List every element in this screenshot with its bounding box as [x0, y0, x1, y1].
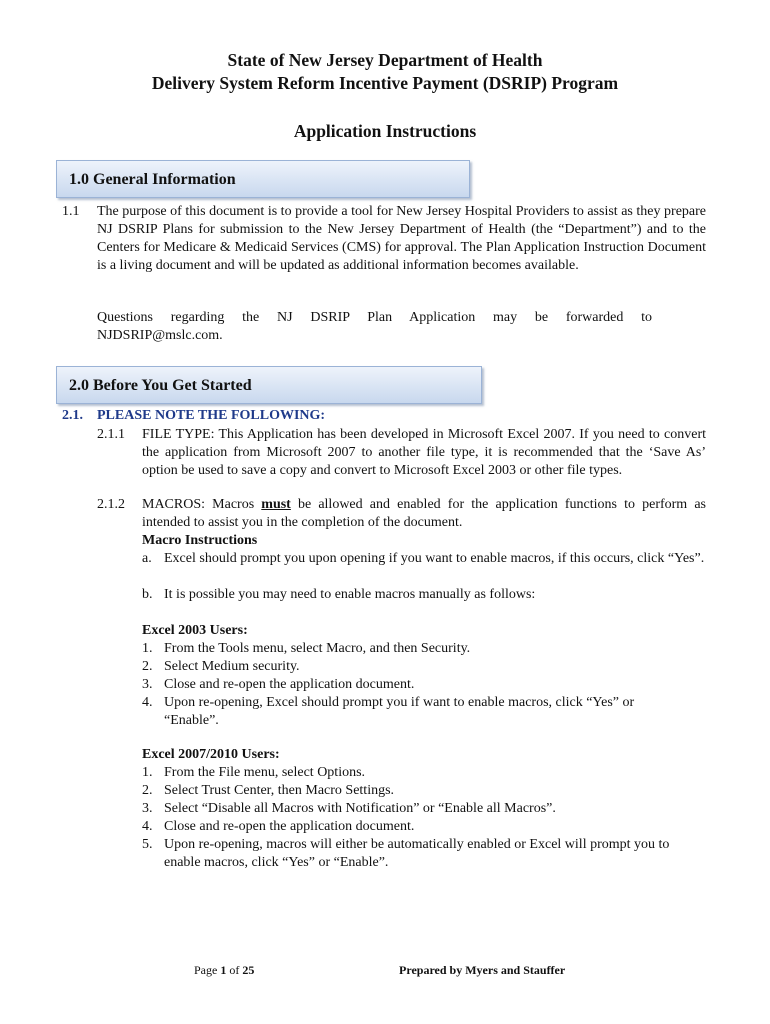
document-subtitle: Application Instructions	[293, 121, 477, 141]
document-title-line2: Delivery System Reform Incentive Payment (DSRIP) Program	[151, 73, 619, 93]
questions-line	[97, 309, 652, 327]
page-total: 25	[242, 963, 255, 977]
section-2-header: 2.0 Before You Get Started	[56, 366, 482, 404]
step-text: From the Tools menu, select Macro, and then Security.	[164, 641, 471, 656]
excel-2003-heading: Excel 2003 Users:	[142, 623, 248, 638]
macro-step-b-label: b.	[142, 587, 153, 602]
note-number: 2.1.	[62, 408, 83, 423]
item-2-1-2-text	[142, 496, 706, 532]
must-emphasis: must	[261, 497, 291, 512]
note-heading: PLEASE NOTE THE FOLLOWING:	[97, 408, 326, 423]
step-number: 5.	[142, 837, 153, 852]
step-number: 2.	[142, 783, 153, 798]
step-number: 1.	[142, 641, 153, 656]
step-number: 3.	[142, 801, 153, 816]
macro-step-b-text: It is possible you may need to enable macros manually as follows:	[164, 587, 536, 602]
step-text: Select Trust Center, then Macro Settings.	[164, 783, 395, 798]
questions-text: Questions regarding the NJ DSRIP Plan Application may be forwarded to	[97, 310, 652, 325]
step-number: 4.	[142, 695, 153, 710]
page-number	[194, 963, 254, 978]
section-1-header: 1.0 General Information	[56, 160, 470, 198]
step-text: From the File menu, select Options.	[164, 765, 366, 780]
document-title-line1: State of New Jersey Department of Health	[227, 50, 543, 70]
macro-step-a-label: a.	[142, 551, 152, 566]
page-prefix: Page	[194, 963, 221, 977]
macro-step-a-text: Excel should prompt you upon opening if you want to enable macros, if this occurs, click “Yes”.	[164, 551, 705, 566]
step-number: 1.	[142, 765, 153, 780]
item-2-1-2-number: 2.1.2	[97, 497, 125, 512]
item-2-1-1-text: FILE TYPE: This Application has been developed in Microsoft Excel 2007. If you need to convert the application from Microsoft 2007 to another file type, it is recommended that the ‘Save As’ option be used to save a copy and convert to Microsoft Excel 2003 or other file types.	[142, 427, 706, 478]
step-text: Select Medium security.	[164, 659, 300, 674]
item-2-1-1-number: 2.1.1	[97, 427, 125, 442]
page-of: of	[226, 963, 243, 977]
item-2-1-2-prefix: MACROS: Macros	[142, 497, 262, 512]
step-text: Upon re-opening, macros will either be automatically enabled or Excel will prompt you to enable macros, click “Yes” or “Enable”.	[164, 837, 670, 870]
page-current: 1	[220, 963, 227, 977]
prepared-by: Prepared by Myers and Stauffer	[399, 963, 566, 977]
excel-2007-heading: Excel 2007/2010 Users:	[142, 747, 280, 762]
step-number: 3.	[142, 677, 153, 692]
item-1-1-number: 1.1	[62, 204, 80, 219]
item-2-1-2-suffix: be allowed and enabled for the application functions to perform as intended to assist you in the completion of the document.	[142, 497, 706, 530]
step-text: Close and re-open the application document.	[164, 677, 415, 692]
step-text: Close and re-open the application document.	[164, 819, 415, 834]
macro-instructions-heading: Macro Instructions	[142, 533, 258, 548]
step-number: 4.	[142, 819, 153, 834]
step-text: Select “Disable all Macros with Notification” or “Enable all Macros”.	[164, 801, 556, 816]
item-1-1-paragraph: The purpose of this document is to provide a tool for New Jersey Hospital Providers to assist as they prepare NJ DSRIP Plans for submission to the New Jersey Department of Health (the “Department”) and to the Centers for Medicare & Medicaid Services (CMS) for approval. The Plan Application Instruction Document is a living document and will be updated as additional information becomes available.	[97, 204, 706, 273]
contact-email: NJDSRIP@mslc.com.	[97, 328, 223, 343]
step-text: Upon re-opening, Excel should prompt you if want to enable macros, click “Yes” or “Enable”.	[164, 695, 635, 728]
step-number: 2.	[142, 659, 153, 674]
